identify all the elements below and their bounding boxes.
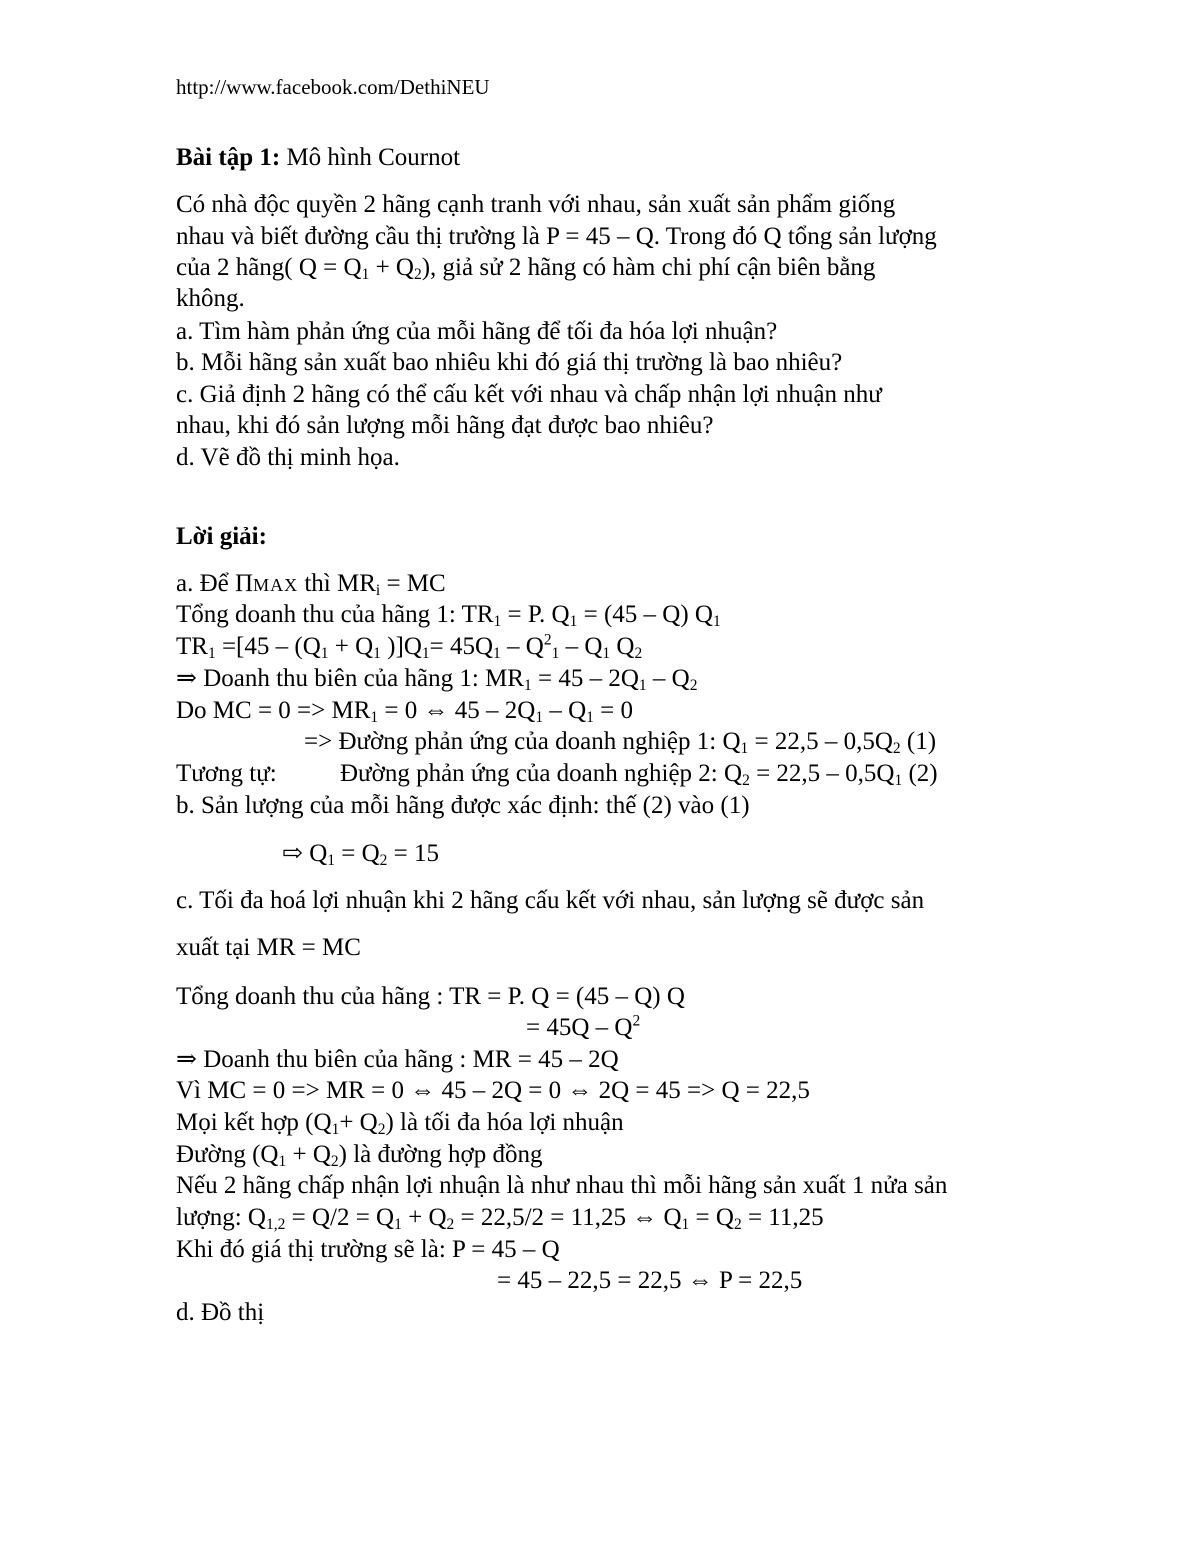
header-url[interactable]: http://www.facebook.com/DethiNEU <box>176 75 490 99</box>
sol-line-15: Vì MC = 0 => MR = 0 ⇔ 45 – 2Q = 0 ⇔ 2Q = 45 => Q = 22,5 <box>176 1077 810 1104</box>
question-c-cont: nhau, khi đó sản lượng mỗi hãng đạt được bao nhiêu? <box>176 412 714 439</box>
t: ), giả sử 2 hãng có hàm chi phí cận biên bằng <box>421 254 876 281</box>
t: Do MC = 0 => MR <box>176 697 371 724</box>
t: = MC <box>380 570 446 597</box>
t: = (45 – Q) Q <box>577 601 713 628</box>
t: – Q <box>646 665 690 692</box>
t: = Q <box>335 840 380 867</box>
t: ⇨ Q <box>282 840 328 867</box>
t: = 22,5 – 0,5Q <box>748 728 893 755</box>
t: MAX <box>253 575 299 595</box>
subscript: 1 <box>278 1152 287 1170</box>
t: a. Để Π <box>176 570 254 597</box>
subscript: 1 <box>638 676 647 694</box>
t: = P. Q <box>501 601 570 628</box>
intro-line-3 <box>176 253 875 283</box>
t: ) là tối đa hóa lợi nhuận <box>385 1109 624 1136</box>
subscript: 1 <box>493 644 501 662</box>
exercise-title-text: Mô hình Cournot <box>280 144 461 171</box>
solution-heading: Lời giải: <box>176 523 267 550</box>
t: = 15 <box>387 840 440 867</box>
t: (1) <box>900 728 937 755</box>
t: = Q/2 = Q <box>285 1204 395 1231</box>
sol-line-9 <box>282 839 439 869</box>
sol-line-17 <box>176 1140 542 1170</box>
t: Đường phản ứng của doanh nghiệp 2: Q <box>340 760 743 787</box>
subscript: 2 <box>892 739 901 757</box>
t: ) là đường hợp đồng <box>338 1141 543 1168</box>
t: + Q <box>328 633 374 660</box>
subscript: 1 <box>207 644 216 662</box>
sol-line-19 <box>176 1203 824 1233</box>
t: =[45 – (Q <box>215 633 321 660</box>
sol-line-8: b. Sản lượng của mỗi hãng được xác định: thế (2) vào (1) <box>176 792 750 819</box>
t: = 22,5 – 0,5Q <box>749 760 895 787</box>
subscript: 2 <box>689 676 698 694</box>
subscript: 1 <box>681 1215 690 1233</box>
subscript: 1 <box>894 771 903 789</box>
subscript: 2 <box>742 771 750 789</box>
sol-line-1 <box>176 569 446 600</box>
subscript: 1 <box>523 676 532 694</box>
sol-line-20: Khi đó giá thị trường sẽ là: P = 45 – Q <box>176 1236 560 1263</box>
sol-line-13 <box>526 1013 640 1043</box>
subscript: 1 <box>370 708 379 726</box>
sol-line-11: xuất tại MR = MC <box>176 934 361 961</box>
subscript: 1 <box>327 851 336 869</box>
sol-line-22: d. Đồ thị <box>176 1299 265 1326</box>
subscript: 1 <box>493 612 502 630</box>
t: + Q <box>286 1141 331 1168</box>
t: Q <box>610 633 635 660</box>
sol-line-14: ⇒ Doanh thu biên của hãng : MR = 45 – 2Q <box>176 1046 619 1073</box>
subscript: 1 <box>320 644 329 662</box>
t: Tổng doanh thu của hãng 1: TR <box>176 601 494 628</box>
t: = 22,5/2 = 11,25 ⇔ Q <box>454 1204 682 1231</box>
t: – Q <box>543 697 587 724</box>
sol-line-7 <box>340 759 938 789</box>
question-b: b. Mỗi hãng sản xuất bao nhiêu khi đó giá thị trường là bao nhiêu? <box>176 349 843 376</box>
question-a: a. Tìm hàm phản ứng của mỗi hãng để tối đa hóa lợi nhuận? <box>176 318 778 345</box>
subscript: 2 <box>446 1215 455 1233</box>
subscript: 1 <box>586 708 594 726</box>
sol-line-18: Nếu 2 hãng chấp nhận lợi nhuận là như nhau thì mỗi hãng sản xuất 1 nửa sản <box>176 1172 948 1199</box>
t: )]Q <box>380 633 422 660</box>
t: thì MR <box>298 570 376 597</box>
t: Mọi kết hợp (Q <box>176 1109 332 1136</box>
subscript: 2 <box>413 265 422 283</box>
t: – Q <box>559 633 603 660</box>
sol-line-12: Tổng doanh thu của hãng : TR = P. Q = (45 – Q) Q <box>176 983 685 1010</box>
t: ⇒ Doanh thu biên của hãng 1: MR <box>176 665 524 692</box>
subscript: 1 <box>602 644 611 662</box>
subscript: 2 <box>733 1215 742 1233</box>
subscript: 2 <box>330 1152 339 1170</box>
t: (2) <box>902 760 938 787</box>
exercise-title-label: Bài tập 1: <box>176 144 281 171</box>
t: Đường (Q <box>176 1141 279 1168</box>
sol-line-6 <box>304 727 936 757</box>
subscript: 1 <box>331 1120 340 1138</box>
subscript: 1 <box>394 1215 402 1233</box>
sol-line-21: = 45 – 22,5 = 22,5 ⇔ P = 22,5 <box>497 1267 803 1294</box>
subscript: 1 <box>535 708 544 726</box>
subscript: 2 <box>377 1120 386 1138</box>
t: = 45 – 2Q <box>531 665 639 692</box>
exercise-title <box>176 143 460 173</box>
sol-line-5 <box>176 696 633 726</box>
t: = 0 ⇔ 45 – 2Q <box>378 697 536 724</box>
question-d: d. Vẽ đồ thị minh họa. <box>176 444 400 471</box>
t: = 0 <box>593 697 633 724</box>
t: + Q <box>369 254 414 281</box>
t: lượng: Q <box>176 1204 266 1231</box>
sol-line-3 <box>176 632 642 662</box>
sol-line-4 <box>176 664 697 694</box>
subscript: 1 <box>421 644 430 662</box>
t: = 45Q <box>429 633 494 660</box>
t: = 11,25 <box>741 1204 824 1231</box>
t: của 2 hãng( Q = Q <box>176 254 362 281</box>
subscript: 1 <box>361 265 370 283</box>
subscript: 2 <box>379 851 388 869</box>
subscript: 1 <box>740 739 749 757</box>
superscript: 2 <box>632 1012 641 1030</box>
question-c: c. Giả định 2 hãng có thể cấu kết với nhau và chấp nhận lợi nhuận như <box>176 381 882 408</box>
sol-line-7-label: Tương tự: <box>176 760 277 787</box>
sol-line-16 <box>176 1108 624 1138</box>
superscript: 2 <box>543 631 552 649</box>
t: = Q <box>689 1204 734 1231</box>
subscript: 1,2 <box>265 1215 286 1233</box>
intro-line-2: nhau và biết đường cầu thị trường là P = 45 – Q. Trong đó Q tổng sản lượng <box>176 223 937 250</box>
intro-line-1: Có nhà độc quyền 2 hãng cạnh tranh với nhau, sản xuất sản phẩm giống <box>176 191 896 218</box>
sol-line-10: c. Tối đa hoá lợi nhuận khi 2 hãng cấu kết với nhau, sản lượng sẽ được sản <box>176 887 925 914</box>
t: => Đường phản ứng của doanh nghiệp 1: Q <box>304 728 741 755</box>
sol-line-2 <box>176 600 721 630</box>
subscript: 1 <box>373 644 381 662</box>
t: + Q <box>339 1109 378 1136</box>
intro-line-4: không. <box>176 285 245 312</box>
t: – Q <box>500 633 544 660</box>
subscript: 1 <box>569 612 578 630</box>
t: TR <box>176 633 208 660</box>
subscript: 1 <box>551 644 560 662</box>
subscript: 2 <box>634 644 643 662</box>
t: + Q <box>401 1204 447 1231</box>
subscript: i <box>375 581 381 599</box>
t: = 45Q – Q <box>526 1014 633 1041</box>
subscript: 1 <box>712 612 721 630</box>
